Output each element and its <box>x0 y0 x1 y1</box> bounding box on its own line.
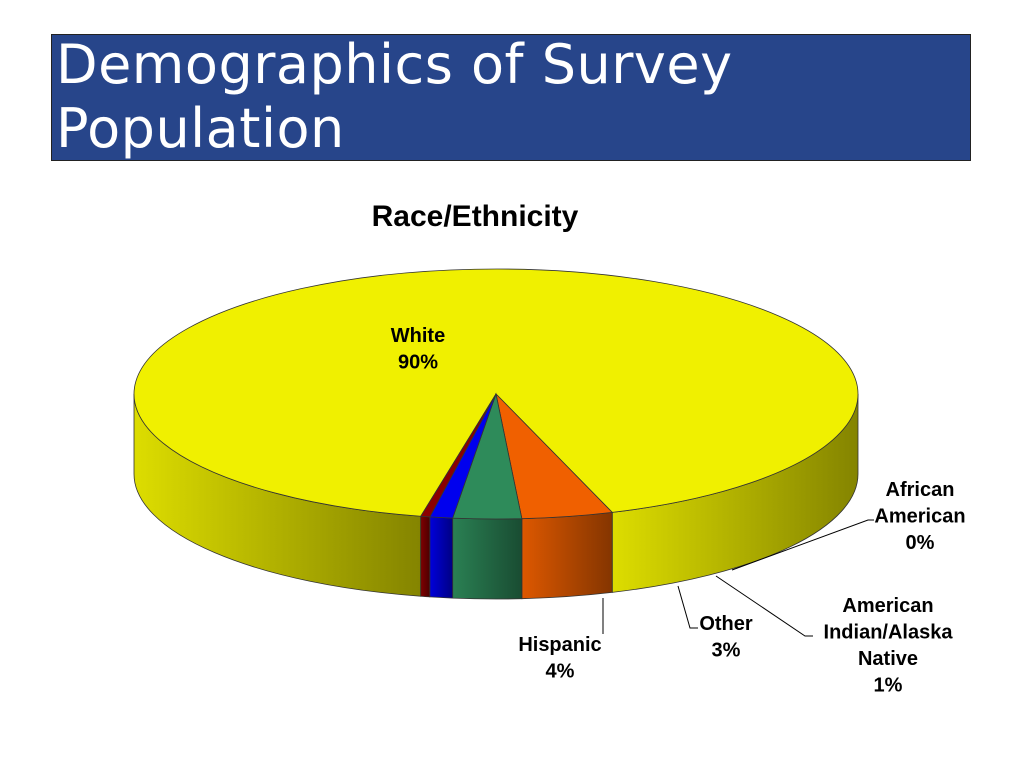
data-label-hispanic <box>518 634 601 683</box>
data-label-line: African <box>885 479 955 501</box>
data-label-other <box>699 613 753 662</box>
data-label-line: White <box>390 325 446 347</box>
pie-side-hispanic <box>522 512 612 598</box>
data-label-line: Native <box>857 648 919 670</box>
data-label-line: American <box>874 505 966 528</box>
data-label-line: 3% <box>711 639 741 662</box>
data-label-line: Hispanic <box>518 634 602 656</box>
data-label-line: 0% <box>905 532 935 554</box>
pie-side-other <box>453 518 522 599</box>
data-label-african-american <box>874 479 965 554</box>
data-label-line: Indian/Alaska <box>823 621 953 644</box>
pie-side-african-american <box>421 516 430 597</box>
data-label-line: 4% <box>545 660 575 683</box>
data-label-american-indian-alaska-native <box>824 595 954 697</box>
data-label-line: American <box>842 595 934 617</box>
data-label-line: 1% <box>873 674 903 697</box>
data-label-line: Other <box>699 613 753 635</box>
data-label-line: 90% <box>397 351 439 374</box>
leader-line-other <box>678 586 698 628</box>
pie-side-american-indian-alaska-native <box>430 517 453 598</box>
chart-title: Race/Ethnicity <box>371 200 579 233</box>
slide-title: Demographics of Survey Population <box>56 33 733 160</box>
